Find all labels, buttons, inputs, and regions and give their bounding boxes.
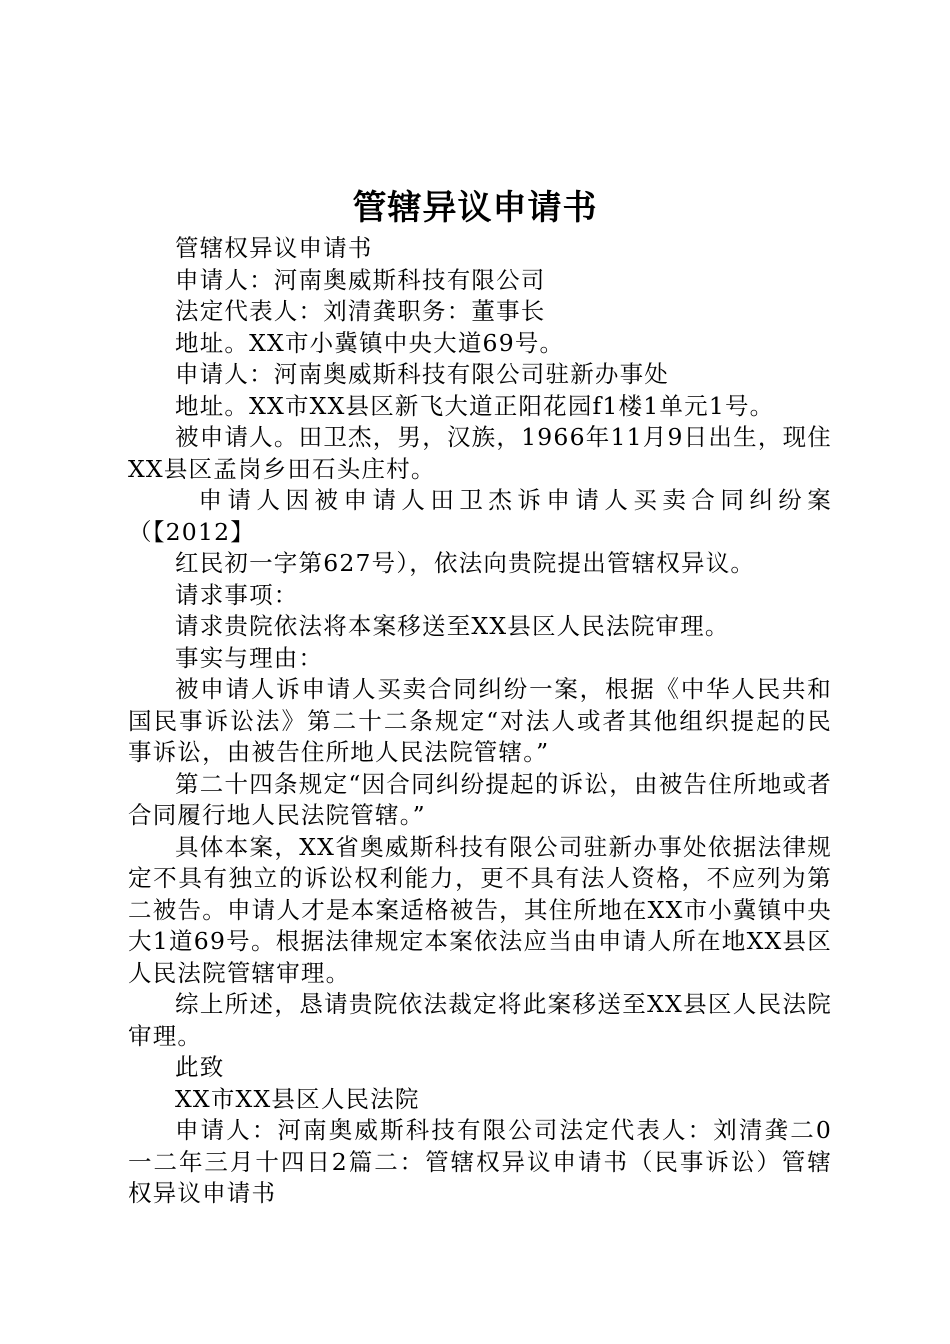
paragraph-case-number: 红民初一字第627号），依法向贵院提出管辖权异议。 [175,549,756,577]
paragraph-facts-heading: 事实与理由： [175,643,324,672]
paragraph-respondent: 被申请人。田卫杰，男，汉族，1966年11月9日出生，现住XX县区孟岗乡田石头庄村。 [128,423,832,483]
paragraph-facts-3: 具体本案，XX省奥威斯科技有限公司驻新办事处依据法律规定不具有独立的诉讼权利能力，更不具有法人资格，不应列为第二被告。申请人才是本案适格被告，其住所地在XX市小冀镇中央大1道69号。根据法律规定本案依法应当由申请人所在地XX县区人民法院管辖审理。 [128,832,832,987]
paragraph-court: XX市XX县区人民法院 [175,1084,420,1113]
paragraph-applicant-2: 申请人：河南奥威斯科技有限公司驻新办事处 [175,360,669,388]
paragraph-applicant-1: 申请人：河南奥威斯科技有限公司 [175,265,546,294]
paragraph-address-2: 地址。XX市XX县区新飞大道正阳花园f1楼1单元1号。 [175,391,775,420]
paragraph-address-1: 地址。XX市小冀镇中央大道69号。 [175,328,565,357]
paragraph-facts-1: 被申请人诉申请人买卖合同纠纷一案，根据《中华人民共和国民事诉讼法》第二十二条规定“对法人或者其他组织提起的民事诉讼，由被告住所地人民法院管辖。” [128,675,832,766]
paragraph-case-intro: 申请人因被申请人田卫杰诉申请人买卖合同纠纷案（【2012】 [128,486,832,546]
paragraph-conclusion: 综上所述，恳请贵院依法裁定将此案移送至XX县区人民法院审理。 [128,990,832,1050]
document-body [128,233,832,1210]
paragraph-salutation: 此致 [175,1053,225,1081]
paragraph-legal-representative: 法定代表人：刘清龚职务：董事长 [175,297,546,325]
document-title: 管辖异议申请书 [352,188,598,228]
paragraph-heading: 管辖权异议申请书 [175,234,373,262]
paragraph-request: 请求贵院依法将本案移送至XX县区人民法院审理。 [175,612,730,640]
paragraph-facts-2: 第二十四条规定“因合同纠纷提起的诉讼，由被告住所地或者合同履行地人民法院管辖。” [128,769,832,829]
paragraph-signature: 申请人：河南奥威斯科技有限公司法定代表人：刘清龚二0一二年三月十四日2篇二：管辖权异议申请书（民事诉讼）管辖权异议申请书 [128,1116,832,1207]
paragraph-request-heading: 请求事项： [175,580,299,609]
